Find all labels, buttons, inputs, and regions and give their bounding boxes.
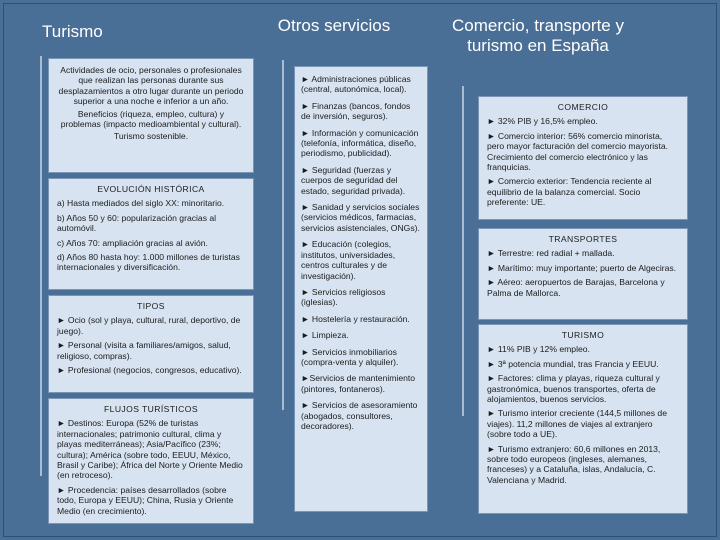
transportes-heading: TRANSPORTES (548, 234, 618, 244)
flujos-item: ► Procedencia: países desarrollados (sobre todo, Europa y EEUU); China, Rusia y Oriente Medio (en crecimiento). (57, 484, 234, 516)
otros-item: ► Limpieza. (301, 330, 349, 341)
otros-item: ► Sanidad y servicios sociales (servicios médicos, farmacias, servicios asistenciales, ONGs). (301, 202, 420, 233)
turismo-espana-item: ► Turismo interior creciente (144,5 millones de viajes). 11,2 millones de viajes al extranjero (sobre todo a UE). (487, 408, 667, 440)
connector-right (462, 86, 464, 416)
otros-item: ► Servicios de asesoramiento (abogados, consultores, decoradores). (301, 400, 418, 431)
otros-item: ► Servicios religiosos (iglesias). (301, 286, 386, 308)
turismo-definition: Actividades de ocio, personales o profesionales que realizan las personas durante sus desplazamientos a otro lugar durante un periodo superior a una noche e inferior a un año. (58, 65, 244, 107)
turismo-espana-item: ► 3ª potencia mundial, tras Francia y EEUU. (487, 358, 659, 369)
comercio-item: ► Comercio exterior: Tendencia reciente al equilibrio de la balanza comercial. Socio preferente: UE. (487, 176, 652, 208)
comercio-item: ► Comercio interior: 56% comercio minorista, pero mayor facturación del comercio mayorista. Crecimiento del comercio electrónico y las franquicias. (487, 130, 669, 173)
comercio-heading: COMERCIO (557, 102, 609, 112)
tipos-heading: TIPOS (137, 301, 165, 311)
otros-item: ► Administraciones públicas (central, autonómica, local). (301, 74, 411, 95)
otros-item: ► Servicios inmobiliarios (compra-venta y alquiler). (301, 346, 399, 367)
evolucion-item: b) Años 50 y 60: popularización gracias al automóvil. (57, 212, 217, 234)
turismo-espana-item: ► 11% PIB y 12% empleo. (487, 344, 590, 355)
otros-item: ► Educación (colegios, institutos, universidades, centros culturales y de investigación). (301, 239, 396, 281)
turismo-espana-item: ► Factores: clima y playas, riqueza cultural y gastronómica, buenos transportes, oferta de alojamientos, buenos servicios. (487, 373, 660, 405)
otros-item: ► Hostelería y restauración. (301, 313, 410, 324)
evolucion-item: d) Años 80 hasta hoy: 1.000 millones de turistas internacionales y diversificación. (57, 252, 240, 273)
turismo-definition-box (48, 58, 254, 173)
transportes-item: ► Marítimo: muy importante; puerto de Algeciras. (487, 262, 677, 273)
evolucion-item: a) Hasta mediados del siglo XX: minoritario. (57, 198, 225, 209)
otros-item: ► Información y comunicación (telefonía, informática, diseño, periodismo, publicidad). (301, 127, 419, 159)
tipos-box (48, 295, 254, 393)
title-turismo: Turismo (42, 22, 103, 41)
tipos-item: ► Ocio (sol y playa, cultural, rural, deportivo, de juego). (57, 315, 241, 336)
transportes-box (478, 228, 688, 320)
evolucion-box (48, 178, 254, 290)
otros-item: ► Seguridad (fuerzas y cuerpos de seguridad del estado, seguridad privada). (301, 164, 406, 196)
turismo-sustainable: Turismo sostenible. (113, 131, 189, 142)
evolucion-item: c) Años 70: ampliación gracias al avión. (57, 237, 208, 248)
connector-left (40, 56, 42, 476)
flujos-item: ► Destinos: Europa (52% de turistas internacionales; patrimonio cultural, clima y playas mediterráneas); Asia/Pacífico (23%; cultura); América (sobre todo, EEUU, México, Brasil y Caribe); África del Norte y Oriente Medio (en retroceso). (57, 418, 243, 481)
title-otros-servicios: Otros servicios (277, 16, 391, 35)
connector-middle (282, 60, 284, 410)
transportes-item: ► Aéreo: aeropuertos de Barajas, Barcelona y Palma de Mallorca. (487, 277, 665, 298)
otros-item: ►Servicios de mantenimiento (pintores, fontaneros). (301, 373, 416, 394)
title-comercio-espana: Comercio, transporte y turismo en España (452, 16, 624, 55)
evolucion-heading: EVOLUCIÓN HISTÓRICA (97, 184, 205, 194)
turismo-espana-box (478, 324, 688, 514)
otros-servicios-box (294, 66, 428, 512)
otros-item: ► Finanzas (bancos, fondos de inversión, seguros). (301, 100, 411, 122)
flujos-box (48, 398, 254, 524)
comercio-box (478, 96, 688, 220)
flujos-heading: FLUJOS TURÍSTICOS (103, 404, 199, 414)
tipos-item: ► Profesional (negocios, congresos, educativo). (57, 365, 242, 376)
turismo-benefits: Beneficios (riqueza, empleo, cultura) y problemas (impacto medioambiental y cultural). (60, 108, 242, 130)
turismo-espana-item: ► Turismo extranjero: 60,6 millones en 2013, sobre todo europeos (ingleses, alemanes, franceses) y a Cataluña, islas, Andalucía, C. Valenciana y Madrid. (487, 443, 661, 485)
transportes-item: ► Terrestre: red radial + mallada. (487, 248, 615, 259)
comercio-item: ► 32% PIB y 16,5% empleo. (487, 116, 598, 127)
turismo-espana-heading: TURISMO (561, 330, 605, 340)
tipos-item: ► Personal (visita a familiares/amigos, salud, religioso, compras). (57, 340, 231, 361)
